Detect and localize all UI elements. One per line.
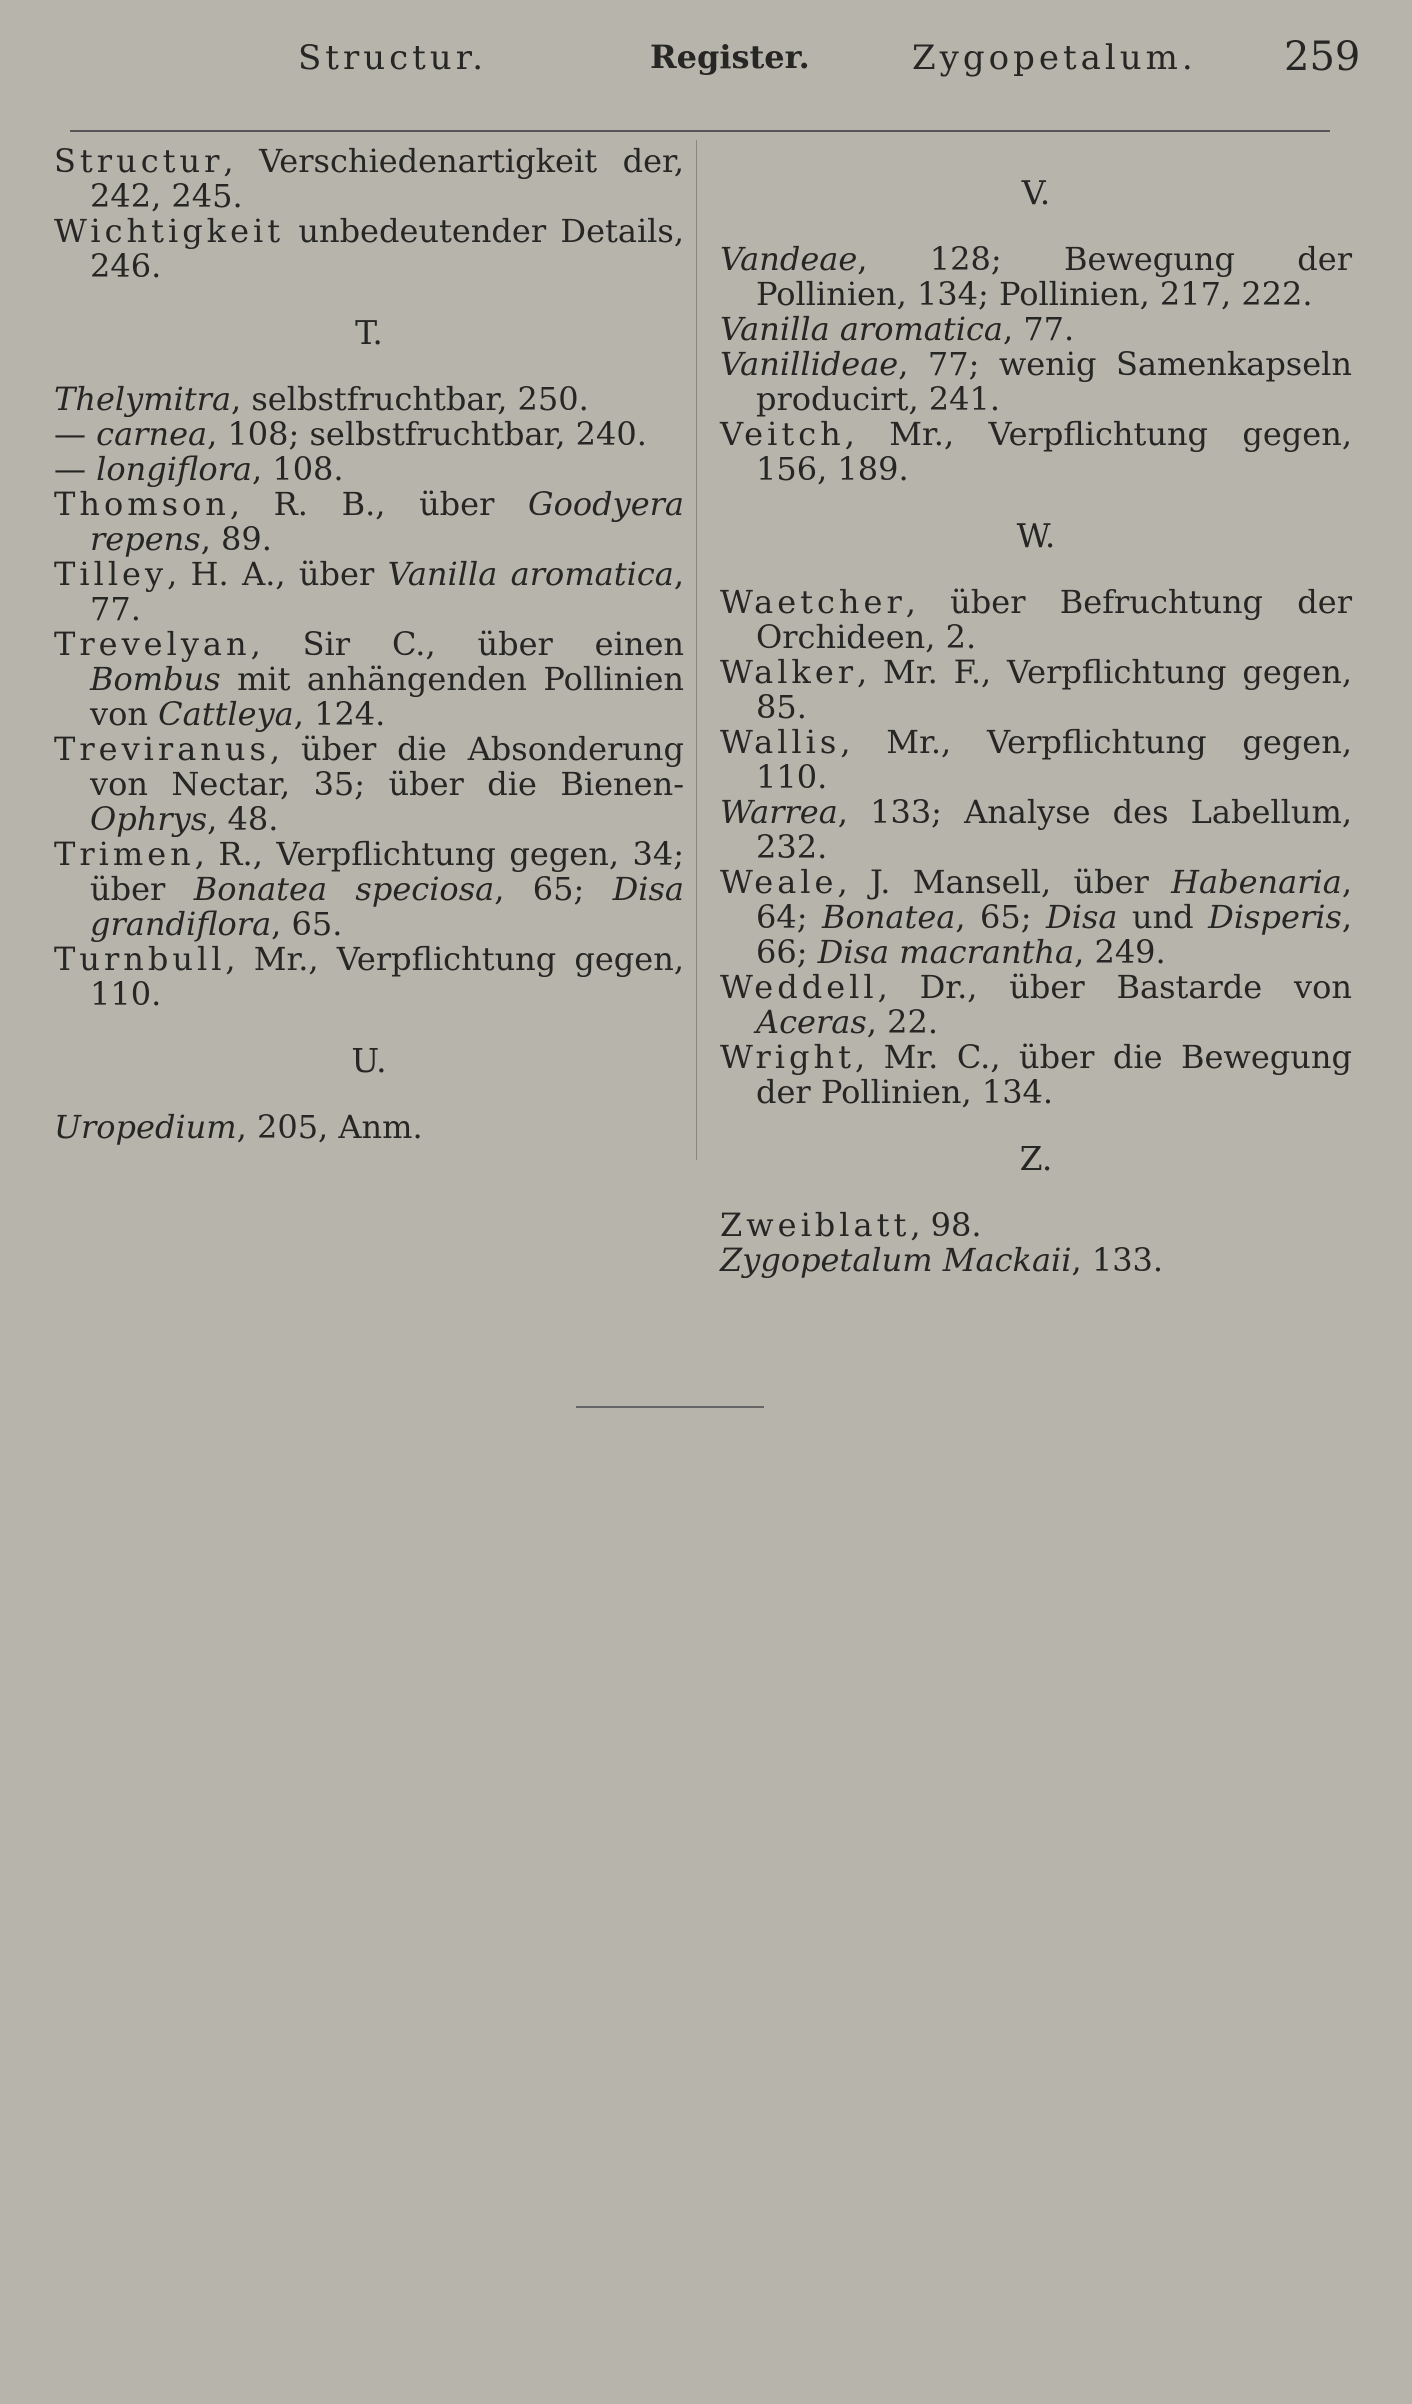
section-letter: U. [351, 1041, 387, 1080]
index-entry [720, 585, 1352, 655]
index-entry [54, 1110, 684, 1145]
entry-term: Trevelyan [54, 625, 251, 663]
entry-italic-text: Aceras [756, 1003, 867, 1041]
index-entry [720, 1243, 1352, 1278]
index-entry [720, 970, 1352, 1040]
entry-text: , 108. [251, 450, 344, 488]
entry-text: , Mr., Verpflichtung gegen, 110. [90, 940, 684, 1013]
entry-text: , Mr., Verpflichtung gegen, 156, 189. [756, 415, 1352, 488]
index-entry [54, 627, 684, 732]
entry-italic-text: Cattleya [158, 695, 294, 733]
entry-text: , 66; [756, 898, 1353, 971]
index-entry [720, 1040, 1352, 1110]
entry-text: , 249. [1074, 933, 1166, 971]
entry-italic-text: Warrea [720, 793, 838, 831]
entry-italic-text: Vandeae [720, 240, 858, 278]
index-entry [54, 487, 684, 557]
entry-italic-text: Disperis [1208, 898, 1342, 936]
index-entry [720, 795, 1352, 865]
section-letter: W. [1016, 516, 1056, 555]
header-left: Structur. [298, 38, 488, 78]
end-rule [576, 1406, 764, 1408]
entry-text: , 22. [866, 1003, 938, 1041]
entry-italic-text: Uropedium [54, 1108, 237, 1146]
entry-text: , 77; wenig Samenkapseln producirt, 241. [756, 345, 1352, 418]
index-entry [720, 347, 1352, 417]
entry-text: , 64; [756, 863, 1352, 936]
entry-text: , J. Mansell, über [837, 863, 1172, 901]
entry-term: Wallis [720, 723, 841, 761]
entry-text: , 133. [1071, 1241, 1164, 1279]
entry-italic-text: Vanilla aromatica [720, 310, 1003, 348]
entry-term: Weddell [720, 968, 878, 1006]
entry-text: , Verschiedenartigkeit der, 242, 245. [90, 142, 684, 215]
header-center: Register. [650, 38, 810, 76]
entry-italic-text: Bombus [90, 660, 221, 698]
entry-term: Wright [720, 1038, 855, 1076]
entry-text: , 77. [90, 555, 685, 628]
entry-text: , selbstfruchtbar, 250. [231, 380, 589, 418]
entry-italic-text: Disa macrantha [817, 933, 1075, 971]
entry-text: , 128; Bewegung der Pollinien, 134; Pollinien, 217, 222. [756, 240, 1352, 313]
entry-text: , 205, Anm. [236, 1108, 423, 1146]
entry-text: , Mr. F., Verpflichtung gegen, 85. [756, 653, 1352, 726]
entry-text: — [54, 415, 97, 453]
entry-text: , 98. [910, 1206, 982, 1244]
entry-italic-text: Disa grandiflora [90, 870, 684, 943]
entry-text: , Dr., über Bastarde von [877, 968, 1352, 1006]
section-letter: Z. [1019, 1139, 1053, 1178]
entry-text: , 48. [207, 800, 279, 838]
index-entry [54, 417, 684, 452]
entry-text: , Mr., Verpflichtung gegen, 110. [756, 723, 1352, 796]
entry-text: , 65; [955, 898, 1047, 936]
index-entry [54, 144, 684, 214]
section-letter: V. [1021, 173, 1051, 212]
page-number: 259 [1284, 34, 1361, 80]
entry-text: , Mr. C., über die Bewegung der Pollinien, 134. [756, 1038, 1352, 1111]
index-entry [720, 417, 1352, 487]
entry-text: , 133; Analyse des Labellum, 232. [756, 793, 1352, 866]
entry-term: Structur [54, 142, 224, 180]
index-entry [54, 557, 684, 627]
header-rule [70, 130, 1330, 132]
index-entry [54, 732, 684, 837]
entry-text: , über Befruchtung der Orchideen, 2. [756, 583, 1352, 656]
entry-text: , 65; [494, 870, 613, 908]
header-right: Zygopetalum. [912, 38, 1197, 78]
entry-italic-text: carnea [96, 415, 208, 453]
section-letter: T. [355, 313, 383, 352]
entry-term: Weale [720, 863, 838, 901]
entry-text: — [54, 450, 97, 488]
index-column-right [720, 144, 1352, 1278]
entry-italic-text: Vanilla aromatica [387, 555, 674, 593]
entry-term: Walker [720, 653, 858, 691]
index-entry [720, 242, 1352, 312]
entry-text: , 89. [200, 520, 272, 558]
entry-text: , H. A., über [167, 555, 388, 593]
index-entry [54, 942, 684, 1012]
entry-text: , 108; selbstfruchtbar, 240. [207, 415, 647, 453]
entry-italic-text: Thelymitra [54, 380, 232, 418]
index-entry [720, 655, 1352, 725]
index-entry [54, 452, 684, 487]
entry-text: , 124. [293, 695, 386, 733]
index-entry [720, 725, 1352, 795]
entry-italic-text: Bonatea [822, 898, 956, 936]
entry-italic-text: Bonatea speciosa [193, 870, 495, 908]
entry-text: und [1117, 898, 1209, 936]
entry-term: Wichtigkeit [54, 212, 285, 250]
index-column-left [54, 144, 684, 1145]
entry-italic-text: Ophrys [90, 800, 208, 838]
entry-text: , Sir C., über einen [250, 625, 684, 663]
entry-text: , über die Absonderung von Nectar, 35; über die Bienen- [90, 730, 684, 803]
entry-term: Zweiblatt [720, 1206, 911, 1244]
entry-italic-text: Vanillideae [720, 345, 899, 383]
index-entry [54, 837, 684, 942]
entry-term: Waetcher [720, 583, 906, 621]
index-entry [54, 382, 684, 417]
entry-italic-text: Goodyera repens [90, 485, 684, 558]
entry-italic-text: longiflora [96, 450, 252, 488]
entry-term: Treviranus [54, 730, 270, 768]
entry-text: unbedeutender Details, 246. [90, 212, 684, 285]
column-divider [696, 140, 697, 1160]
running-header [0, 34, 1412, 98]
entry-italic-text: Disa [1046, 898, 1118, 936]
entry-text: , R., Verpflichtung gegen, 34; über [90, 835, 684, 908]
index-entry [720, 312, 1352, 347]
entry-term: Veitch [720, 415, 845, 453]
entry-italic-text: Habenaria [1171, 863, 1342, 901]
entry-term: Tilley [54, 555, 168, 593]
entry-term: Trimen [54, 835, 195, 873]
entry-text: , 77. [1002, 310, 1075, 348]
entry-term: Turnbull [54, 940, 226, 978]
index-entry [54, 214, 684, 284]
index-entry [720, 865, 1352, 970]
entry-italic-text: Zygopetalum Mackaii [720, 1241, 1072, 1279]
entry-text: , 65. [271, 905, 343, 943]
entry-term: Thomson [54, 485, 230, 523]
entry-text: , R. B., über [229, 485, 529, 523]
entry-text: mit anhängenden Pollinien von [90, 660, 684, 733]
index-entry [720, 1208, 1352, 1243]
